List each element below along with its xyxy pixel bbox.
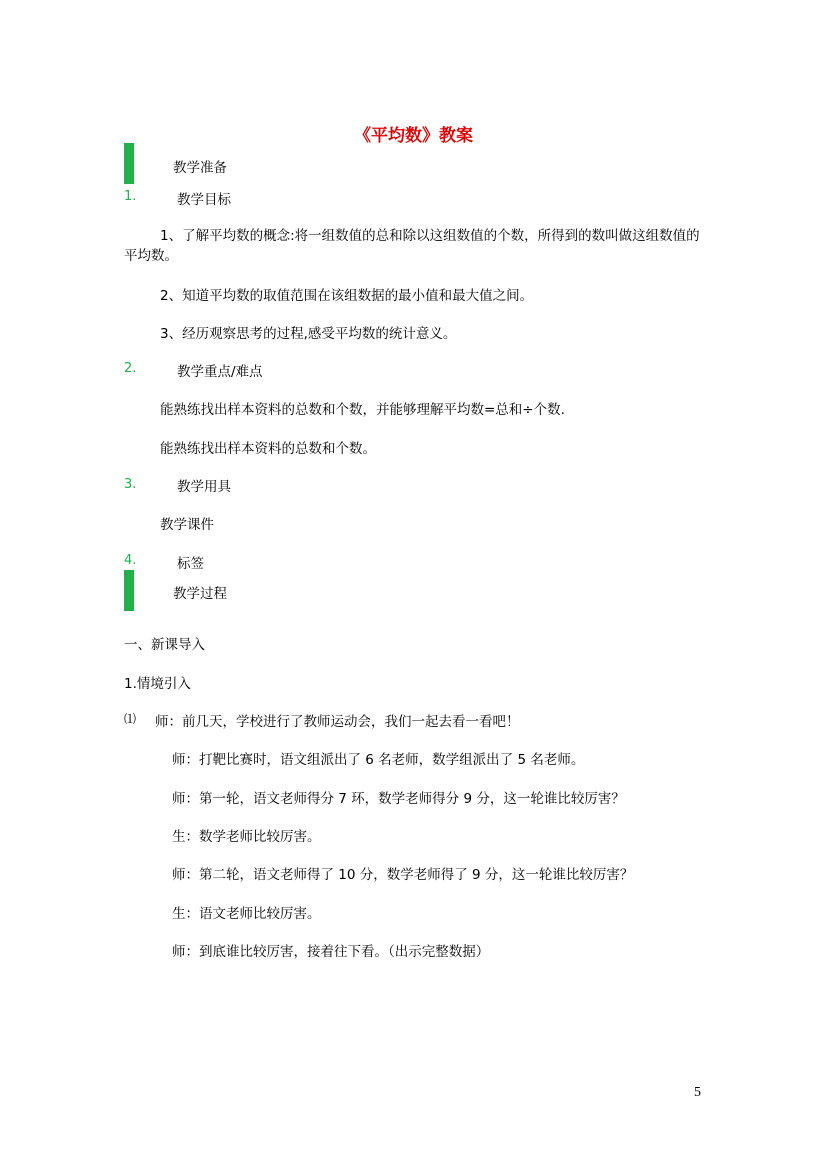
goal-paragraph-3: 3、经历观察思考的过程,感受平均数的统计意义。 xyxy=(160,326,457,342)
dialogue-line-0: 师：前几天，学校进行了教师运动会，我们一起去看一看吧！ xyxy=(155,714,520,730)
page-title: 《平均数》教案 xyxy=(354,126,473,146)
dialogue-line-6: 师：到底谁比较厉害，接着往下看。（出示完整数据） xyxy=(172,944,490,960)
dialogue-line-5: 生：语文老师比较厉害。 xyxy=(172,906,321,922)
page-number: 5 xyxy=(694,1085,701,1100)
item-label-2: 教学重点/难点 xyxy=(177,364,263,380)
keypoint-paragraph-2: 能熟练找出样本资料的总数和个数。 xyxy=(160,441,376,457)
section-bar-process xyxy=(124,570,134,611)
section-heading-process: 教学过程 xyxy=(173,586,227,602)
section-heading-prep: 教学准备 xyxy=(173,160,227,176)
item-number-1: 1. xyxy=(124,189,137,204)
tools-text: 教学课件 xyxy=(160,517,214,533)
item-number-2: 2. xyxy=(124,361,137,376)
dialogue-line-1: 师：打靶比赛时，语文组派出了 6 名老师，数学组派出了 5 名老师。 xyxy=(172,752,585,768)
section-bar-prep xyxy=(124,143,134,184)
item-label-3: 教学用具 xyxy=(177,479,231,495)
goal-paragraph-1: 1、了解平均数的概念:将一组数值的总和除以这组数值的个数，所得到的数叫做这组数值的平均数。 xyxy=(124,228,700,264)
list-marker: ⑴ xyxy=(124,712,137,726)
item-label-4: 标签 xyxy=(177,556,204,572)
item-number-4: 4. xyxy=(124,553,137,568)
item-label-1: 教学目标 xyxy=(177,192,231,208)
item-number-3: 3. xyxy=(124,477,137,492)
intro-subheading: 1.情境引入 xyxy=(124,676,191,692)
goal-paragraph-2: 2、知道平均数的取值范围在该组数据的最小值和最大值之间。 xyxy=(160,288,534,304)
dialogue-line-3: 生：数学老师比较厉害。 xyxy=(172,829,321,845)
dialogue-line-2: 师：第一轮，语文老师得分 7 环，数学老师得分 9 分，这一轮谁比较厉害？ xyxy=(172,791,625,807)
intro-heading: 一、新课导入 xyxy=(124,637,205,653)
dialogue-line-4: 师：第二轮，语文老师得了 10 分，数学老师得了 9 分，这一轮谁比较厉害？ xyxy=(172,867,634,883)
keypoint-paragraph-1: 能熟练找出样本资料的总数和个数，并能够理解平均数=总和÷个数. xyxy=(160,402,565,418)
